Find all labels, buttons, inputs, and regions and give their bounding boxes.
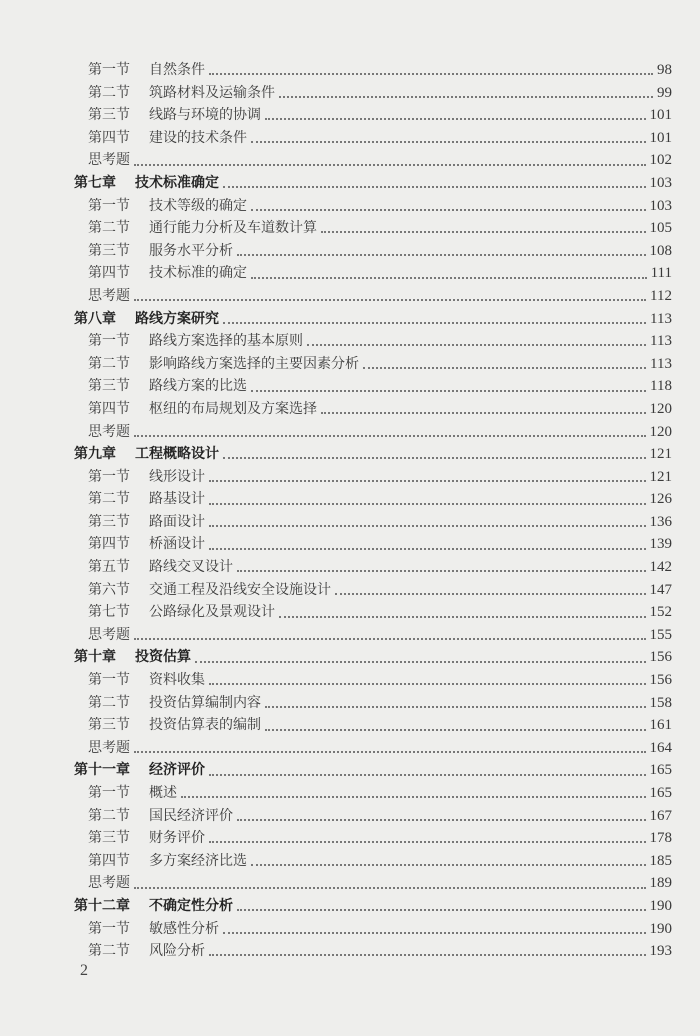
entry-page-number: 189 — [649, 875, 672, 892]
entry-title: 线形设计 — [149, 468, 205, 485]
entry-title: 影响路线方案选择的主要因素分析 — [149, 355, 359, 372]
entry-title: 线路与环境的协调 — [149, 107, 261, 124]
entry-label: 思考题 — [88, 875, 130, 892]
entry-page-number: 111 — [650, 265, 672, 282]
entry-page-number: 190 — [649, 897, 672, 914]
entry-title: 筑路材料及运输条件 — [149, 84, 275, 101]
entry-title: 资料收集 — [149, 672, 205, 689]
entry-page-number: 121 — [649, 468, 672, 485]
dot-leader — [279, 96, 653, 98]
toc-section-entry[interactable] — [0, 692, 700, 715]
entry-page-number: 126 — [649, 491, 672, 508]
entry-label: 第四节 — [88, 129, 130, 146]
toc-section-entry[interactable] — [0, 285, 700, 308]
entry-title: 投资估算 — [135, 649, 191, 666]
toc-section-entry[interactable] — [0, 398, 700, 421]
entry-title: 国民经济评价 — [149, 807, 233, 824]
dot-leader — [134, 751, 646, 753]
entry-page-number: 164 — [649, 739, 672, 756]
entry-label: 第二节 — [88, 491, 130, 508]
dot-leader — [265, 118, 646, 120]
dot-leader — [251, 390, 646, 392]
entry-page-number: 113 — [650, 355, 672, 372]
dot-leader — [237, 570, 646, 572]
entry-page-number: 99 — [657, 84, 672, 101]
toc-section-entry[interactable] — [0, 195, 700, 218]
dot-leader — [321, 231, 646, 233]
toc-section-entry[interactable] — [0, 104, 700, 127]
entry-title: 路线方案选择的基本原则 — [149, 333, 303, 350]
toc-section-entry[interactable] — [0, 940, 700, 963]
entry-page-number: 190 — [649, 920, 672, 937]
dot-leader — [223, 186, 646, 188]
entry-page-number: 156 — [649, 649, 672, 666]
dot-leader — [363, 367, 646, 369]
dot-leader — [209, 73, 653, 75]
entry-page-number: 155 — [649, 626, 672, 643]
toc-section-entry[interactable] — [0, 601, 700, 624]
toc-section-entry[interactable] — [0, 579, 700, 602]
entry-title: 风险分析 — [149, 943, 205, 960]
entry-label: 第四节 — [88, 400, 130, 417]
toc-section-entry[interactable] — [0, 805, 700, 828]
entry-label: 第六节 — [88, 581, 130, 598]
toc-section-entry[interactable] — [0, 421, 700, 444]
dot-leader — [223, 457, 646, 459]
entry-page-number: 147 — [649, 581, 672, 598]
entry-title: 通行能力分析及车道数计算 — [149, 220, 317, 237]
toc-chapter-entry[interactable] — [0, 443, 700, 466]
entry-label: 第一节 — [88, 333, 130, 350]
entry-label: 第九章 — [74, 446, 116, 463]
entry-title: 路面设计 — [149, 513, 205, 530]
entry-label: 第三节 — [88, 378, 130, 395]
entry-label: 思考题 — [88, 287, 130, 304]
entry-page-number: 167 — [649, 807, 672, 824]
entry-label: 第三节 — [88, 513, 130, 530]
dot-leader — [223, 322, 646, 324]
entry-page-number: 102 — [649, 152, 672, 169]
entry-page-number: 142 — [649, 559, 672, 576]
dot-leader — [134, 638, 646, 640]
entry-page-number: 165 — [649, 785, 672, 801]
entry-label: 第八章 — [74, 310, 116, 327]
toc-section-entry[interactable] — [0, 624, 700, 647]
dot-leader — [335, 593, 646, 595]
toc-section-entry[interactable] — [0, 466, 700, 489]
entry-title: 桥涵设计 — [149, 536, 205, 553]
toc-section-entry[interactable] — [0, 375, 700, 398]
dot-leader — [321, 412, 646, 414]
entry-label: 第三节 — [88, 242, 130, 259]
entry-label: 思考题 — [88, 423, 130, 440]
toc-section-entry[interactable] — [0, 918, 700, 941]
entry-page-number: 105 — [649, 220, 672, 237]
entry-page-number: 185 — [649, 852, 672, 869]
toc-section-entry[interactable] — [0, 669, 700, 692]
entry-title: 自然条件 — [149, 62, 205, 78]
entry-page-number: 152 — [649, 604, 672, 621]
entry-label: 第二节 — [88, 84, 130, 101]
entry-label: 第三节 — [88, 107, 130, 124]
entry-title: 交通工程及沿线安全设施设计 — [149, 581, 331, 598]
dot-leader — [134, 435, 646, 437]
entry-label: 第五节 — [88, 559, 130, 576]
entry-label: 思考题 — [88, 739, 130, 756]
toc-chapter-entry[interactable] — [0, 759, 700, 782]
entry-label: 第二节 — [88, 807, 130, 824]
entry-title: 服务水平分析 — [149, 242, 233, 259]
toc-section-entry[interactable] — [0, 782, 700, 805]
entry-title: 技术标准的确定 — [149, 265, 247, 282]
toc-section-entry[interactable] — [0, 737, 700, 760]
toc-section-entry[interactable] — [0, 533, 700, 556]
entry-page-number: 178 — [649, 830, 672, 847]
entry-title: 敏感性分析 — [149, 920, 219, 937]
entry-title: 工程概略设计 — [135, 446, 219, 463]
entry-page-number: 108 — [649, 242, 672, 259]
entry-title: 建设的技术条件 — [149, 129, 247, 146]
toc-section-entry[interactable] — [0, 556, 700, 579]
entry-page-number: 193 — [649, 943, 672, 960]
entry-label: 第一节 — [88, 672, 130, 689]
dot-leader — [237, 819, 646, 821]
toc-section-entry[interactable] — [0, 240, 700, 263]
dot-leader — [209, 954, 646, 956]
entry-title: 路线交叉设计 — [149, 559, 233, 576]
entry-page-number: 136 — [649, 513, 672, 530]
toc-section-entry[interactable] — [0, 488, 700, 511]
page-number: 2 — [80, 962, 88, 979]
entry-label: 第四节 — [88, 265, 130, 282]
entry-page-number: 112 — [650, 287, 672, 304]
toc-section-entry[interactable] — [0, 127, 700, 150]
toc-chapter-entry[interactable] — [0, 646, 700, 669]
entry-title: 公路绿化及景观设计 — [149, 604, 275, 621]
dot-leader — [237, 254, 646, 256]
dot-leader — [209, 683, 646, 685]
entry-page-number: 98 — [657, 62, 672, 78]
toc-section-entry[interactable] — [0, 330, 700, 353]
toc-section-entry[interactable] — [0, 511, 700, 534]
toc-section-entry[interactable] — [0, 872, 700, 895]
entry-page-number: 118 — [650, 378, 672, 395]
entry-title: 财务评价 — [149, 830, 205, 847]
entry-label: 第一节 — [88, 197, 130, 214]
entry-label: 第七节 — [88, 604, 130, 621]
entry-label: 第二节 — [88, 694, 130, 711]
entry-title: 经济评价 — [149, 762, 205, 779]
table-of-contents — [0, 59, 700, 963]
entry-label: 第一节 — [88, 468, 130, 485]
entry-label: 第十二章 — [74, 897, 130, 914]
entry-page-number: 161 — [649, 717, 672, 734]
toc-section-entry[interactable] — [0, 714, 700, 737]
entry-title: 投资估算编制内容 — [149, 694, 261, 711]
entry-page-number: 103 — [649, 197, 672, 214]
entry-title: 不确定性分析 — [149, 897, 233, 914]
entry-label: 第二节 — [88, 220, 130, 237]
dot-leader — [209, 548, 646, 550]
entry-label: 第一节 — [88, 62, 130, 78]
entry-title: 投资估算表的编制 — [149, 717, 261, 734]
entry-label: 第十一章 — [74, 762, 130, 779]
dot-leader — [237, 909, 646, 911]
dot-leader — [209, 480, 646, 482]
entry-label: 第十章 — [74, 649, 116, 666]
toc-chapter-entry[interactable] — [0, 172, 700, 195]
toc-section-entry[interactable] — [0, 82, 700, 105]
toc-section-entry[interactable] — [0, 217, 700, 240]
entry-label: 思考题 — [88, 152, 130, 169]
toc-chapter-entry[interactable] — [0, 308, 700, 331]
entry-label: 第三节 — [88, 717, 130, 734]
entry-label: 第四节 — [88, 536, 130, 553]
entry-label: 第二节 — [88, 355, 130, 372]
dot-leader — [134, 887, 646, 889]
entry-title: 技术标准确定 — [135, 174, 219, 191]
entry-label: 第七章 — [74, 174, 116, 191]
dot-leader — [307, 344, 646, 346]
entry-title: 概述 — [149, 785, 177, 801]
toc-section-entry[interactable] — [0, 827, 700, 850]
entry-label: 第一节 — [88, 785, 130, 801]
dot-leader — [134, 164, 646, 166]
dot-leader — [279, 616, 646, 618]
toc-section-entry[interactable] — [0, 353, 700, 376]
dot-leader — [209, 503, 646, 505]
entry-page-number: 113 — [650, 333, 672, 350]
entry-page-number: 103 — [649, 174, 672, 191]
dot-leader — [209, 841, 646, 843]
entry-label: 第二节 — [88, 943, 130, 960]
entry-label: 第三节 — [88, 830, 130, 847]
dot-leader — [134, 299, 646, 301]
entry-page-number: 120 — [649, 423, 672, 440]
dot-leader — [251, 209, 646, 211]
entry-title: 路线方案的比选 — [149, 378, 247, 395]
entry-title: 路线方案研究 — [135, 310, 219, 327]
dot-leader — [265, 706, 646, 708]
entry-page-number: 101 — [649, 129, 672, 146]
dot-leader — [265, 729, 646, 731]
entry-title: 技术等级的确定 — [149, 197, 247, 214]
entry-title: 路基设计 — [149, 491, 205, 508]
entry-page-number: 158 — [649, 694, 672, 711]
entry-label: 第四节 — [88, 852, 130, 869]
entry-title: 多方案经济比选 — [149, 852, 247, 869]
dot-leader — [251, 141, 646, 143]
dot-leader — [209, 525, 646, 527]
dot-leader — [223, 932, 646, 934]
toc-section-entry[interactable] — [0, 149, 700, 172]
entry-page-number: 139 — [649, 536, 672, 553]
toc-chapter-entry[interactable] — [0, 895, 700, 918]
entry-title: 枢纽的布局规划及方案选择 — [149, 400, 317, 417]
entry-label: 思考题 — [88, 626, 130, 643]
entry-page-number: 121 — [649, 446, 672, 463]
dot-leader — [251, 864, 646, 866]
entry-page-number: 156 — [649, 672, 672, 689]
dot-leader — [181, 796, 646, 798]
dot-leader — [209, 774, 646, 776]
toc-section-entry[interactable] — [0, 59, 700, 82]
toc-section-entry[interactable] — [0, 850, 700, 873]
entry-page-number: 120 — [649, 400, 672, 417]
entry-page-number: 113 — [650, 310, 672, 327]
entry-page-number: 165 — [649, 762, 672, 779]
entry-label: 第一节 — [88, 920, 130, 937]
dot-leader — [195, 661, 646, 663]
entry-page-number: 101 — [649, 107, 672, 124]
toc-section-entry[interactable] — [0, 262, 700, 285]
dot-leader — [251, 277, 647, 279]
